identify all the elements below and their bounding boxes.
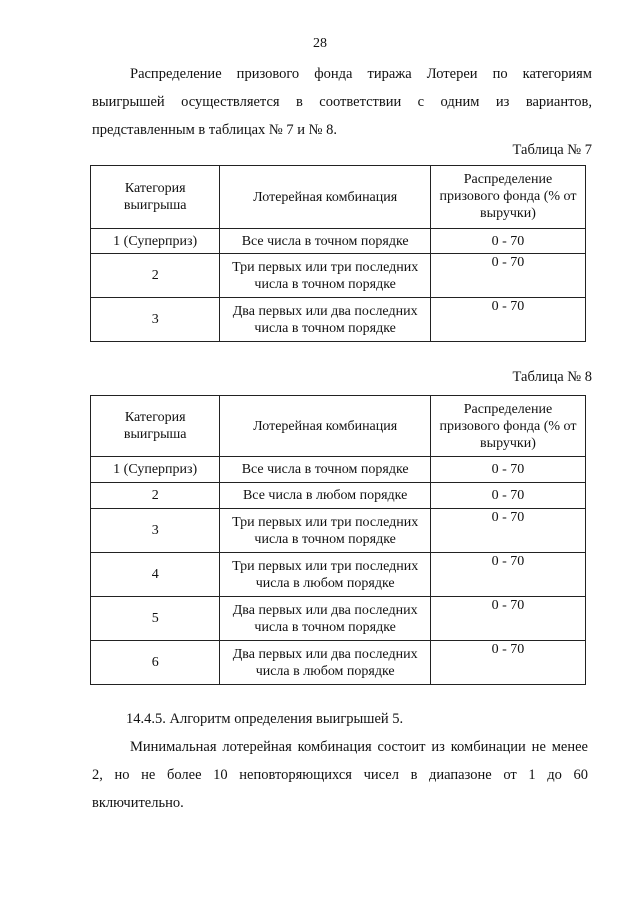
table-row [91,229,586,254]
closing-line-2: 2, но не более 10 неповторяющихся чисел в диапазоне от 1 до 60 [92,767,588,783]
intro-line-2: выигрышей осуществляется в соответствии с одним из вариантов, [92,94,592,110]
table-header-row [91,166,586,229]
cell-combination: Три первых или три последних числа в любом порядке [220,553,431,597]
cell-distribution: 0 - 70 [430,641,585,685]
cell-combination: Два первых или два последних числа в любом порядке [220,641,431,685]
header-distribution: Распределение призового фонда (% от выручки) [430,166,585,229]
cell-distribution: 0 - 70 [430,457,585,483]
table-row [91,254,586,298]
cell-distribution: 0 - 70 [430,298,585,342]
cell-combination: Все числа в точном порядке [220,229,431,254]
closing-paragraph [92,733,588,817]
cell-distribution: 0 - 70 [430,229,585,254]
closing-line-3: включительно. [92,795,184,811]
cell-distribution: 0 - 70 [430,553,585,597]
cell-category: 2 [91,254,220,298]
cell-category: 1 (Суперприз) [91,457,220,483]
cell-combination: Два первых или два последних числа в точном порядке [220,298,431,342]
cell-distribution: 0 - 70 [430,597,585,641]
cell-combination: Все числа в точном порядке [220,457,431,483]
header-combination: Лотерейная комбинация [220,396,431,457]
table-row [91,597,586,641]
table-header-row [91,396,586,457]
cell-distribution: 0 - 70 [430,254,585,298]
cell-distribution: 0 - 70 [430,483,585,509]
intro-line-1: Распределение призового фонда тиража Лотереи по категориям [130,66,592,82]
cell-category: 3 [91,509,220,553]
table-row [91,298,586,342]
table-7-caption: Таблица № 7 [512,142,592,158]
table-8 [90,395,586,685]
cell-category: 6 [91,641,220,685]
header-category: Категория выигрыша [91,396,220,457]
table-7 [90,165,586,342]
header-category: Категория выигрыша [91,166,220,229]
cell-combination: Два первых или два последних числа в точном порядке [220,597,431,641]
table-row [91,641,586,685]
intro-line-3: представленным в таблицах № 7 и № 8. [92,122,337,138]
table-row [91,483,586,509]
section-heading-text: 14.4.5. Алгоритм определения выигрышей 5. [126,711,404,727]
cell-combination: Три первых или три последних числа в точном порядке [220,509,431,553]
cell-category: 2 [91,483,220,509]
header-distribution: Распределение призового фонда (% от выручки) [430,396,585,457]
cell-category: 1 (Суперприз) [91,229,220,254]
table-row [91,457,586,483]
cell-distribution: 0 - 70 [430,509,585,553]
cell-category: 5 [91,597,220,641]
cell-category: 4 [91,553,220,597]
section-heading [126,705,586,733]
table-8-caption: Таблица № 8 [512,369,592,385]
intro-paragraph [92,60,592,144]
table-row [91,553,586,597]
cell-combination: Все числа в любом порядке [220,483,431,509]
cell-category: 3 [91,298,220,342]
header-combination: Лотерейная комбинация [220,166,431,229]
page-number: 28 [313,36,327,51]
table-row [91,509,586,553]
closing-line-1: Минимальная лотерейная комбинация состоит из комбинации не менее [130,739,588,755]
cell-combination: Три первых или три последних числа в точном порядке [220,254,431,298]
